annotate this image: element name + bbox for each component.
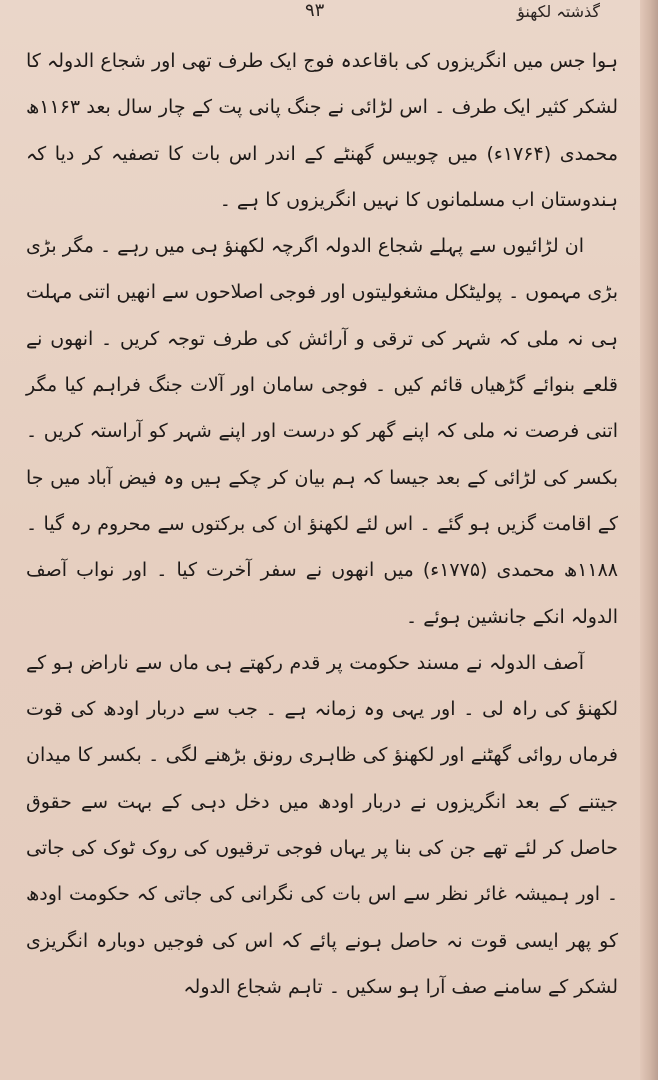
paragraph: ان لڑائیوں سے پہلے شجاع الدولہ اگرچہ لکھنؤ ہی میں رہے ۔ مگر بڑی بڑی مہموں ۔ پولیٹکل مشغولیتوں اور فوجی اصلاحوں سے انھیں اتنی مہلت ہی نہ ملی کہ شہر کی ترقی و آرائش کی طرف توجہ کریں ۔ انھوں نے قلعے بنوائے گڑھیاں قائم کیں ۔ فوجی سامان اور آلات جنگ فراہم کیا مگر اتنی فرصت نہ ملی کہ اپنے گھر کو درست اور اپنے شہر کو آراستہ کریں ۔ بکسر کی لڑائی کے بعد جیسا کہ ہم بیان کر چکے ہیں وہ فیض آباد میں جا کے اقامت گزیں ہو گئے ۔ اس لئے لکھنؤ ان کی برکتوں سے محروم رہ گیا ۔ ۱۱۸۸ھ محمدی (۱۷۷۵ء) میں انھوں نے سفر آخرت کیا ۔ اور نواب آصف الدولہ انکے جانشین ہوئے ۔	[26, 235, 619, 628]
paragraph: ہوا جس میں انگریزوں کی باقاعدہ فوج ایک طرف تھی اور شجاع الدولہ کا لشکر کثیر ایک طرف ۔ اس لڑائی نے جنگ پانی پت کے چار سال بعد ۱۱۶۳ھ محمدی (۱۷۶۴ء) میں چوبیس گھنٹے کے اندر اس بات کا تصفیہ کر دیا کہ ہندوستان اب مسلمانوں کا نہیں انگریزوں کا ہے ۔	[26, 50, 618, 211]
page-number: ۹۳	[305, 0, 325, 21]
body-text	[26, 38, 618, 1010]
paragraph: آصف الدولہ نے مسند حکومت پر قدم رکھتے ہی ماں سے ناراض ہو کے لکھنؤ کی راہ لی ۔ اور یہی وہ زمانہ ہے ۔ جب سے دربار اودھ کی قوت فرماں روائی گھٹنے اور لکھنؤ کی ظاہری رونق بڑھنے لگی ۔ بکسر کا میدان جیتنے کے بعد انگریزوں نے دربار اودھ میں دخل دہی کے بہت سے حقوق حاصل کر لئے تھے جن کی بنا پر یہاں فوجی ترقیوں کی روک ٹوک کی جاتی ۔ اور ہمیشہ غائر نظر سے اس بات کی نگرانی کی جاتی کہ حکومت اودھ کو پھر ایسی قوت نہ حاصل ہونے پائے کہ اس کی فوجیں دوبارہ انگریزی لشکر کے سامنے صف آرا ہو سکیں ۔ تاہم شجاع الدولہ	[26, 651, 618, 998]
running-title: گذشتہ لکھنؤ	[517, 2, 600, 21]
page-header	[0, 0, 640, 30]
page-binding-edge	[640, 0, 658, 1080]
